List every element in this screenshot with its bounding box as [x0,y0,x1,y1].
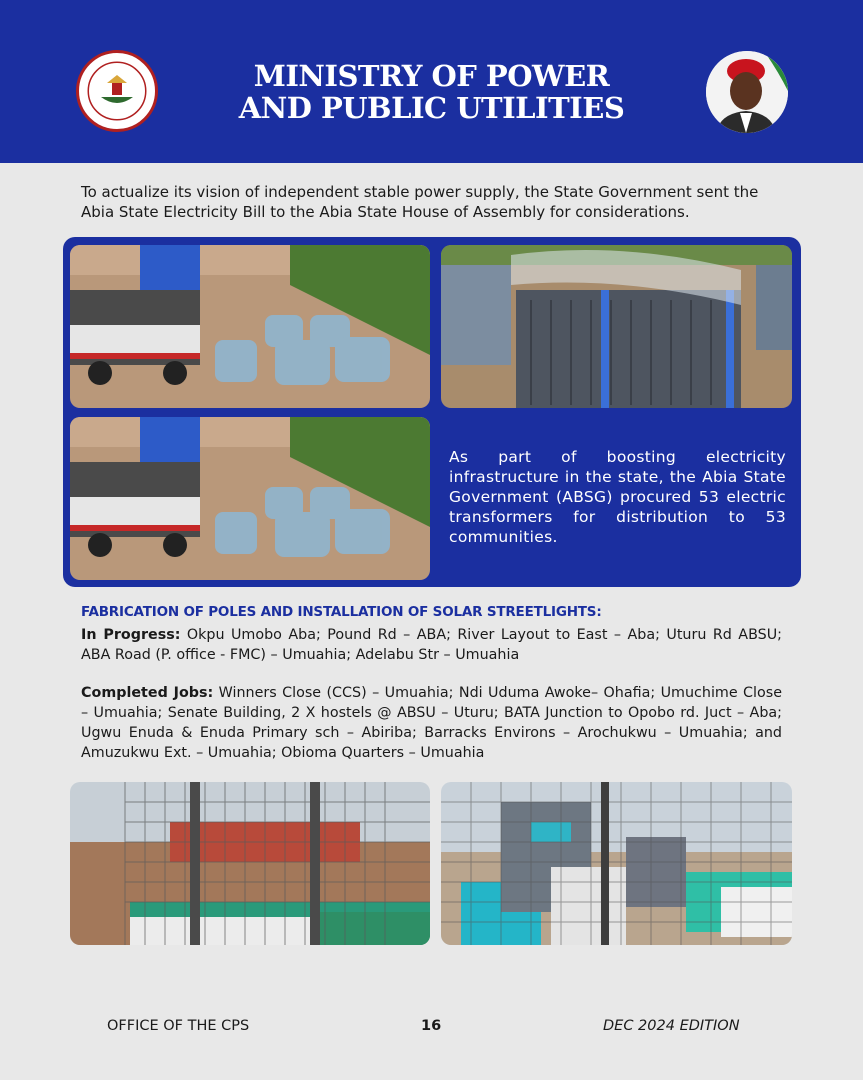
transformer-procurement-text: As part of boosting electricity infrastructure in the state, the Abia State Government (ABSG) procured 53 electric transformers for distribution to 53 communities. [449,448,786,546]
in-progress-label: In Progress: [81,627,181,643]
fenced-site-image [70,782,430,945]
fenced-transformer-image [441,782,792,945]
transformers-truck-photo-2 [70,417,430,580]
fenced-transformer-photo-2 [441,782,792,945]
footer-edition: DEC 2024 EDITION [603,1018,740,1034]
page-number: 16 [421,1018,442,1034]
completed-jobs-label: Completed Jobs: [81,685,214,701]
transformers-closeup-image [441,245,792,408]
section-title: FABRICATION OF POLES AND INSTALLATION OF SOLAR STREETLIGHTS: [81,604,602,620]
transformers-closeup-photo [441,245,792,408]
footer-office: OFFICE OF THE CPS [107,1018,250,1034]
page-header [0,0,863,163]
portrait-icon [706,51,788,133]
in-progress-text: Okpu Umobo Aba; Pound Rd – ABA; River Layout to East – Aba; Uturu Rd ABSU; ABA Road (P. office - FMC) – Umuahia; Adelabu Str – Umuahia [81,627,783,663]
fenced-transformer-photo-1 [70,782,430,945]
transformers-truck-image-2 [70,417,430,580]
title-line-2: AND PUBLIC UTILITIES [238,91,625,125]
governor-portrait [706,51,788,133]
in-progress-paragraph [81,625,782,665]
title-line-1: MINISTRY OF POWER [253,59,610,93]
completed-jobs-text: Winners Close (CCS) – Umuahia; Ndi Uduma Awoke– Ohafia; Umuchime Close – Umuahia; Senate Building, 2 X hostels @ ABSU – Uturu; BATA Junction to Opobo rd. Juct – Aba; Ugwu Enuda & Enuda Primary sch – Abiriba; Barracks Environs – Arochukwu – Umuahia; and Amuzukwu Ext. – Umuahia; Obioma Quarters – Umuahia [81,685,782,761]
completed-jobs-paragraph [81,683,782,763]
intro-paragraph: To actualize its vision of independent stable power supply, the State Government sent the Abia State Electricity Bill to the Abia State House of Assembly for considerations. [81,183,759,221]
transformers-truck-photo-1 [70,245,430,408]
transformers-truck-image [70,245,430,408]
